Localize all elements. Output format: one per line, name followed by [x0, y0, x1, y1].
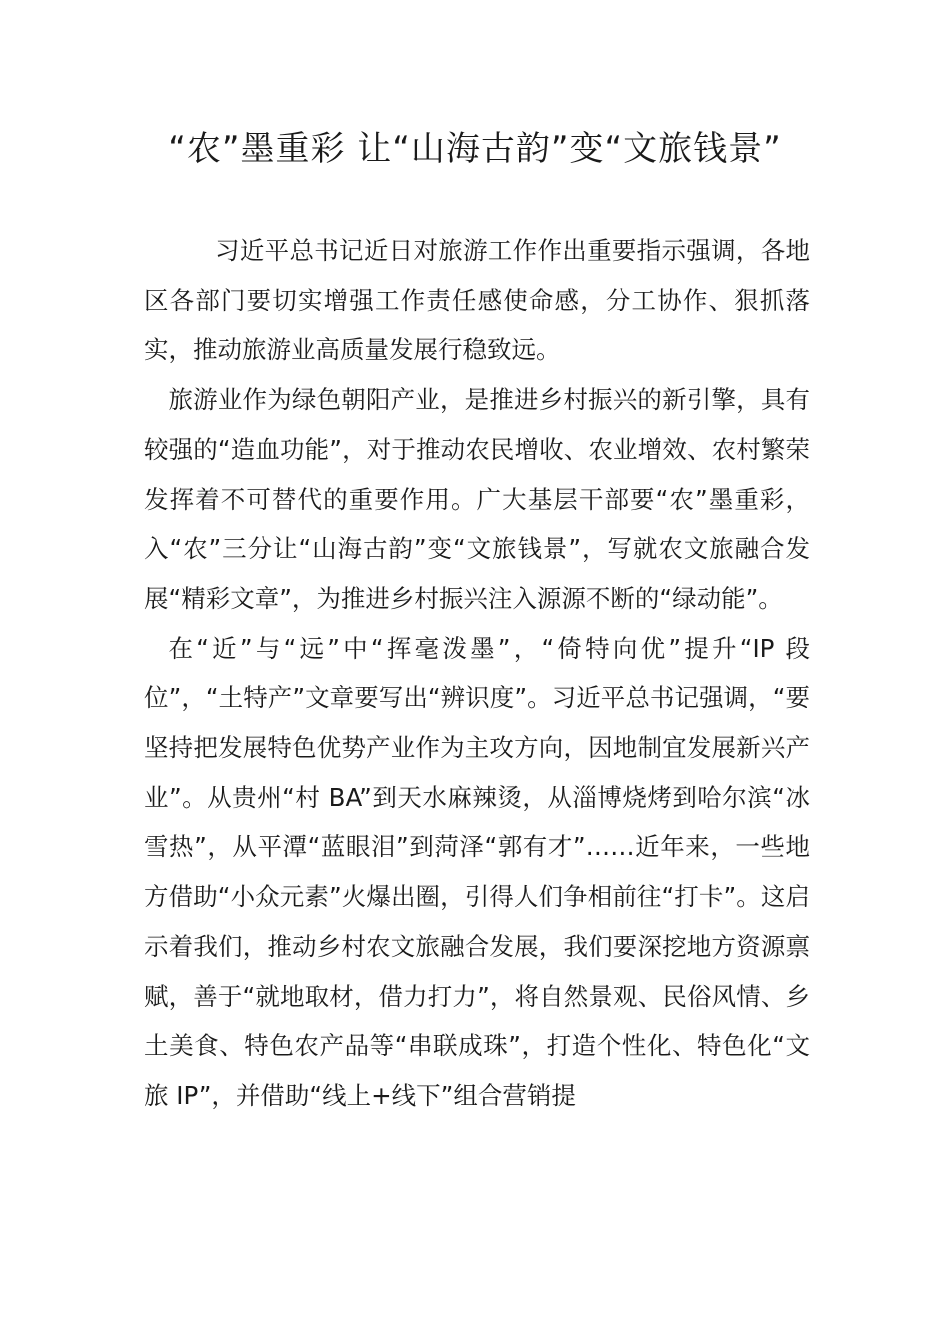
document-body [144, 226, 810, 1121]
paragraph-3: 在“近”与“远”中“挥毫泼墨”，“倚特向优”提升“IP 段位”，“土特产”文章要写出“辨识度”。习近平总书记强调，“要坚持把发展特色优势产业作为主攻方向，因地制宜发展新兴产业”。从贵州“村 BA”到天水麻辣烫，从淄博烧烤到哈尔滨“冰雪热”，从平潭“蓝眼泪”到菏泽“郭有才”……近年来，一些地方借助“小众元素”火爆出圈，引得人们争相前往“打卡”。这启示着我们，推动乡村农文旅融合发展，我们要深挖地方资源禀赋，善于“就地取材，借力打力”，将自然景观、民俗风情、乡土美食、特色农产品等“串联成珠”，打造个性化、特色化“文旅 IP”，并借助“线上+线下”组合营销提 [144, 633, 810, 1110]
document-title: “农”墨重彩 让“山海古韵”变“文旅钱景” [168, 129, 782, 169]
paragraph-1: 习近平总书记近日对旅游工作作出重要指示强调，各地区各部门要切实增强工作责任感使命感，分工协作、狠抓落实，推动旅游业高质量发展行稳致远。 [144, 236, 810, 365]
paragraph-2: 旅游业作为绿色朝阳产业，是推进乡村振兴的新引擎，具有较强的“造血功能”，对于推动农民增收、农业增效、农村繁荣发挥着不可替代的重要作用。广大基层干部要“农”墨重彩，入“农”三分让“山海古韵”变“文旅钱景”，写就农文旅融合发展“精彩文章”，为推进乡村振兴注入源源不断的“绿动能”。 [144, 385, 810, 613]
